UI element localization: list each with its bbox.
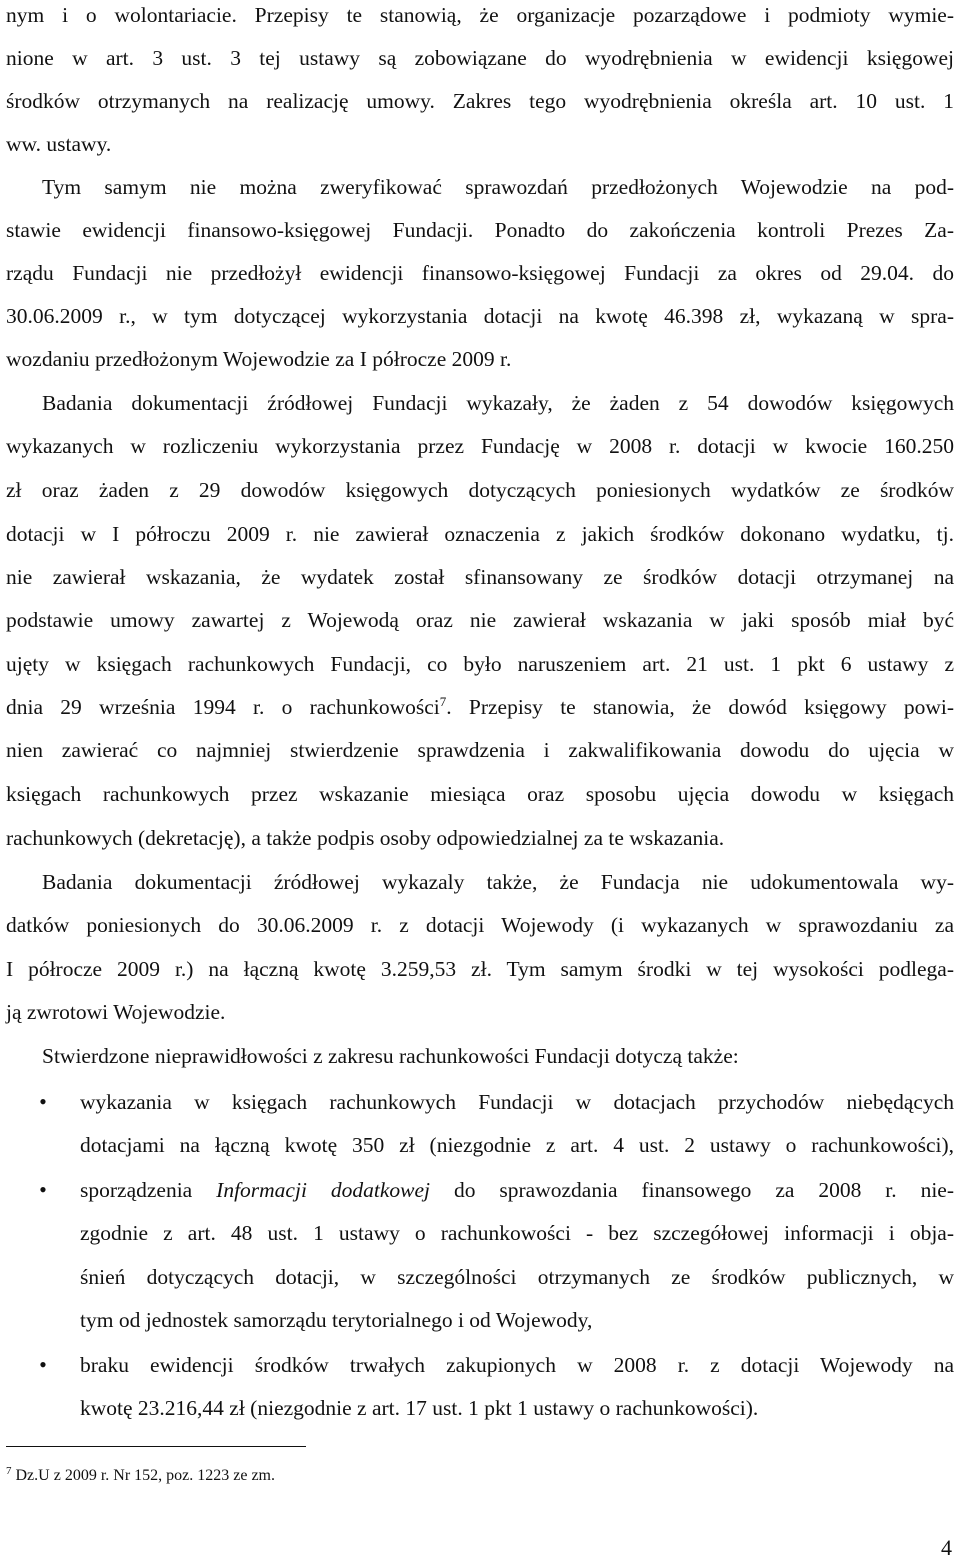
body-line: I półrocze 2009 r.) na łączną kwotę 3.259,53 zł. Tym samym środki w tej wysokości podlega- [6,957,954,981]
bullet-icon: • [39,1089,47,1114]
list-item-line: kwotę 23.216,44 zł (niezgodnie z art. 17 ust. 1 pkt 1 ustawy o rachunkowości). [80,1396,759,1420]
footnote-text: Dz.U z 2009 r. Nr 152, poz. 1223 ze zm. [11,1467,275,1484]
body-line: rządu Fundacji nie przedłożył ewidencji finansowo-księgowej Fundacji za okres od 29.04. do [6,261,954,285]
body-line: środków otrzymanych na realizację umowy. Zakres tego wyodrębnienia określa art. 10 ust. 1 [6,89,954,113]
body-line: dotacji w I półroczu 2009 r. nie zawierał oznaczenia z jakich środków dokonano wydatku, tj. [6,522,954,546]
body-line: Badania dokumentacji źródłowej wykazaly także, że Fundacja nie udokumentowala wy- [42,870,954,894]
body-line: Stwierdzone nieprawidłowości z zakresu rachunkowości Fundacji dotyczą także: [42,1044,739,1068]
body-text: do sprawozdania finansowego za 2008 r. nie- [430,1178,955,1202]
body-line: nien zawierać co najmniej stwierdzenie sprawdzenia i zakwalifikowania dowodu do ujęcia w [6,738,954,762]
bullet-icon: • [39,1177,47,1202]
body-line: 30.06.2009 r., w tym dotyczącej wykorzystania dotacji na kwotę 46.398 zł, wykazaną w spra- [6,304,954,328]
footnote-number: 7 [6,1465,12,1477]
list-item-line: wykazania w księgach rachunkowych Fundacji w dotacjach przychodów niebędących [80,1090,954,1114]
body-line: podstawie umowy zawartej z Wojewodą oraz nie zawierał wskazania w jaki sposób miał być [6,608,954,632]
list-item-line: braku ewidencji środków trwałych zakupionych w 2008 r. z dotacji Wojewody na [80,1353,954,1377]
body-line: nione w art. 3 ust. 3 tej ustawy są zobowiązane do wyodrębnienia w ewidencji księgowej [6,46,954,70]
body-line: wykazanych w rozliczeniu wykorzystania przez Fundację w 2008 r. dotacji w kwocie 160.250 [6,434,954,458]
footnote-reference: 7 [439,694,447,709]
page-number: 4 [941,1535,952,1560]
body-line: nym i o wolontariacie. Przepisy te stanowią, że organizacje pozarządowe i podmioty wymie- [6,3,954,27]
list-item-line: śnień dotyczących dotacji, w szczególności otrzymanych ze środków publicznych, w [80,1265,954,1289]
body-line: Badania dokumentacji źródłowej Fundacji wykazały, że żaden z 54 dowodów księgowych [42,391,954,415]
body-line: ww. ustawy. [6,132,112,156]
body-line [6,694,954,720]
italic-title: Informacji dodatkowej [216,1178,430,1202]
body-text: sporządzenia [80,1178,217,1202]
body-line: Tym samym nie można zweryfikować sprawozdań przedłożonych Wojewodzie na pod- [42,175,954,199]
bullet-icon: • [39,1352,47,1377]
list-item-line: tym od jednostek samorządu terytorialnego i od Wojewody, [80,1308,593,1332]
body-text: . Przepisy te stanowia, że dowód księgowy powi- [446,695,954,719]
body-line: księgach rachunkowych przez wskazanie miesiąca oraz sposobu ujęcia dowodu w księgach [6,782,954,806]
body-line: zł oraz żaden z 29 dowodów księgowych dotyczących poniesionych wydatków ze środków [6,478,954,502]
list-item-line: dotacjami na łączną kwotę 350 zł (niezgodnie z art. 4 ust. 2 ustawy o rachunkowości), [80,1133,954,1157]
list-item-line [80,1177,954,1203]
body-line: nie zawierał wskazania, że wydatek został sfinansowany ze środków dotacji otrzymanej na [6,565,954,589]
footnote-divider [6,1446,306,1447]
list-item-line: zgodnie z art. 48 ust. 1 ustawy o rachunkowości - bez szczegółowej informacji i obja- [80,1221,954,1245]
body-line: datków poniesionych do 30.06.2009 r. z dotacji Wojewody (i wykazanych w sprawozdaniu za [6,913,954,937]
body-line: ją zwrotowi Wojewodzie. [6,1000,226,1024]
body-line: stawie ewidencji finansowo-księgowej Fundacji. Ponadto do zakończenia kontroli Prezes Za- [6,218,954,242]
body-text: dnia 29 września 1994 r. o rachunkowości [6,695,440,719]
body-line: rachunkowych (dekretację), a także podpis osoby odpowiedzialnej za te wskazania. [6,826,725,850]
footnote [6,1466,275,1486]
body-line: wozdaniu przedłożonym Wojewodzie za I półrocze 2009 r. [6,347,512,371]
body-line: ujęty w księgach rachunkowych Fundacji, co było naruszeniem art. 21 ust. 1 pkt 6 ustawy z [6,652,954,676]
